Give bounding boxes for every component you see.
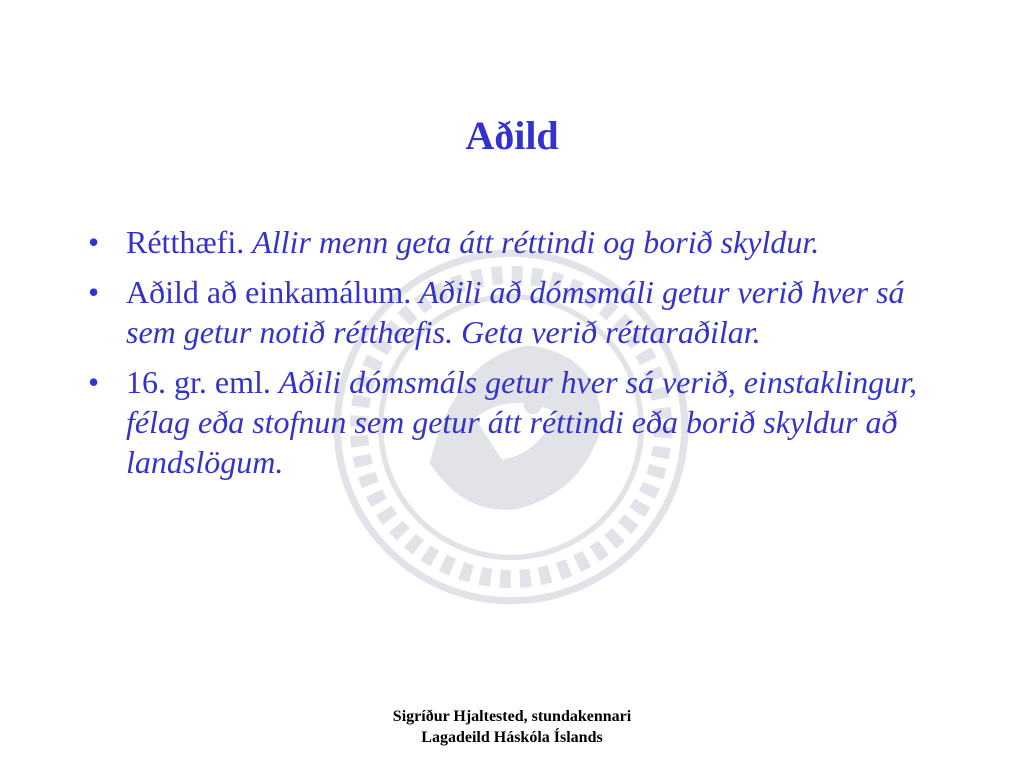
bullet-lead-text: Aðild að einkamálum. [126, 274, 420, 310]
bullet-icon: • [88, 274, 100, 310]
slide-title: Aðild [465, 113, 559, 158]
bullet-lead-text: Rétthæfi. [126, 224, 253, 260]
footer-institution: Lagadeild Háskóla Íslands [421, 729, 603, 746]
bullet-icon: • [88, 364, 100, 400]
bullet-list [86, 222, 936, 492]
bullet-lead-text: 16. gr. eml. [126, 364, 279, 400]
bullet-quote-text: Allir menn geta átt réttindi og borið skyldur. [252, 224, 820, 260]
bullet-item [86, 272, 936, 352]
slide-footer [0, 706, 1024, 748]
bullet-quote-text: Aðili dómsmáls getur hver sá verið, einstaklingur, félag eða stofnun sem getur átt réttindi eða borið skyldur að landslögum. [126, 364, 918, 480]
bullet-item [86, 222, 936, 262]
bullet-quote-text: Aðili að dómsmáli getur verið hver sá sem getur notið rétthæfis. Geta verið réttaraðilar. [126, 274, 905, 350]
footer-author: Sigríður Hjaltested, stundakennari [392, 708, 632, 725]
bullet-icon: • [88, 224, 100, 260]
bullet-item [86, 362, 936, 482]
